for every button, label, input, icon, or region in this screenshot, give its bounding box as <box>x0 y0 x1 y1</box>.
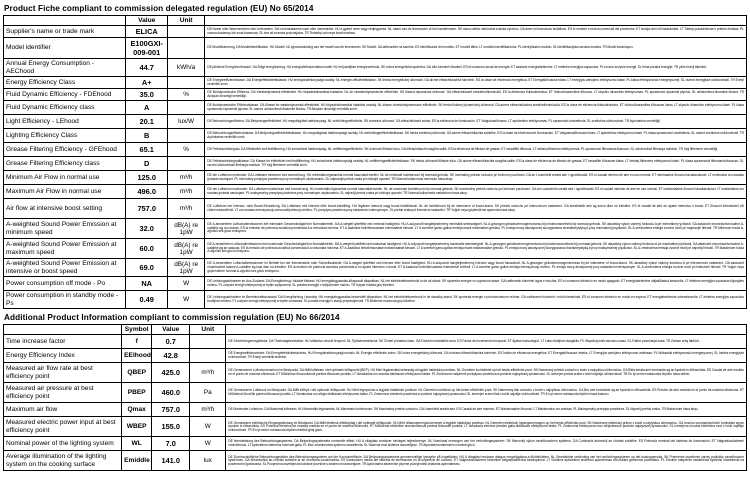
row-notes: DE Energieeffizienzklasse. DA Energieffektivitetsklasse. HU energiahatékonysági osztály. NL energie-efficiëntieklasse. SK trieda energetickej účinnosti. GA aicme éifeachtúlachta fuinnimh. ES la clase de eficiencia energética. ET Energiatõhususe klass. LT energijos vartojimo efektyvumo klasė. PL klasa efektywności energetycznej. SL razred energijske učinkovitosti. TR Enerji verimlilik sınıfı. <box>205 77 747 89</box>
row-value: 460.0 <box>152 383 190 403</box>
table-row <box>4 171 747 185</box>
table-row <box>4 143 747 157</box>
row-notes: DE A-bewerteten Luftschallemissionen im Betrieb bei der Intensivstufe oder Schnelllaufstufe. DA A-vægtet lydeffekt ved intensiv eller boost hastighed. HU A-súlyozott hangteljesítmény intenzív vagy boost fokozatnál. NL A-gewogen geluidsvermogensniveau bij de intensieve of boost-stand. SK akustický výkon vážený funkciou A pri intenzívnom nastavení. GA astaíocht chumhachta fuaime A-ualaithe ag luas dian nó treisithe. ES la emisión de potencia acústica ponderada A en ajuste intensivo o boost. ET A-kaalutud helivõimsustase intensiivsel režiimil. LT A svertinė garso galios emisija intensyviuoju režimu. PL emisja mocy akustycznej przy ustawieniu intensywnym. SL A-vrednotena emisija zvočne moči pri intenzivni hitrosti. TR Yoğun veya güçlendirme hızında A-ağırlıklı ses gücü emisyonu. <box>205 259 747 277</box>
row-value: 0.7 <box>152 335 190 349</box>
row-value: 0.49 <box>126 291 168 309</box>
row-label: A-weighted Sound Power Emission at intensive or boost speed <box>4 259 126 277</box>
row-unit: dB(A) re 1pW <box>167 219 204 239</box>
row-symbol: EEIhood <box>122 349 152 363</box>
row-label: Lighting Efficiency Class <box>4 129 126 143</box>
row-unit: m³/h <box>167 171 204 185</box>
row-unit: W <box>190 437 226 451</box>
table-row <box>4 239 747 259</box>
row-label: Annual Energy Consumption - AEChood <box>4 59 126 77</box>
row-value: ELICA <box>126 26 168 38</box>
row-unit <box>167 77 204 89</box>
row-notes: DE Fettabscheidegrad. DA Effektivitet ved fedtfiltrering. HU zsírszűrési hatékonyság. NL vetfilteringsefficiëntie. SK účinnosť filtrácie tuku. GA éifeachtúlacht scagtha saille. ES la eficiencia de filtrado de grasas. ET rasvafiltri tõhusus. LT riebalų filtravimo efektyvumas. PL sprawność filtrowania tłuszczu. SL učinkovitost filtriranja maščob. TR Yağ filtreleme verimliliği. <box>205 143 747 157</box>
row-unit <box>167 101 204 115</box>
row-label: Measured air flow rate at best efficiency point <box>4 363 122 383</box>
table-row <box>4 219 747 239</box>
table-row <box>4 59 747 77</box>
row-label: A-weighted Sound Power Emission at minimum speed <box>4 219 126 239</box>
row-unit: lux <box>190 451 226 471</box>
row-value: 42.8 <box>152 349 190 363</box>
row-label: Fluid Dynamic Efficiency - FDEhood <box>4 89 126 101</box>
page-title-2: Additional Product Information compliant to commission regulation (EU) No 66/2014 <box>4 313 340 323</box>
column-header-value: Value <box>126 16 168 26</box>
row-notes: DE Leistungsaufnahme im Aus-Zustand. DA Energiforbrug i slukket tilstand. HU energiafogyasztás kikapcsolt állapotban. NL het elektriciteitsverbruik in de uit-stand. SK spotreba energie vo vypnutom stave. GA caitheamh fuinnimh agus é múchta. ES el consumo eléctrico en modo apagado. ET energiatarbimine väljalülitatud seisundis. LT elektros energijos sąnaudos išjungties režimu. PL zużycie energii elektrycznej w trybie wyłączenia. SL poraba energije v izključenem načinu. TR Kapalı modda güç tüketimi. <box>205 277 747 291</box>
column-header-value-2: Value <box>152 325 190 335</box>
row-label: Time increase factor <box>4 335 122 349</box>
row-unit: kWh/a <box>167 59 204 77</box>
table-row <box>4 417 747 437</box>
row-value: 757.0 <box>152 403 190 417</box>
row-notes: DE Beleuchtungseffizienz. DA Belysningseffektivitet. HU megvilágítási hatékonyság. NL verlichtingsefficiëntie. SK svetelná účinnosť. GA éifeachtúlacht solais. ES la eficiencia de iluminación. ET Valgustustõhusus. LT apšvietimo efektyvumas. PL sprawność oświetlenia. SL svetlobna učinkovitost. TR Aydınlatma verimliliği. <box>205 115 747 129</box>
row-label: Measured electric power input at best efficiency point <box>4 417 122 437</box>
row-value: 65.1 <box>126 143 168 157</box>
row-value: 44.7 <box>126 59 168 77</box>
row-unit: m³/h <box>190 363 226 383</box>
row-label: Energy Efficiency Class <box>4 77 126 89</box>
row-notes: DE Durchschnittliche Beleuchtungsstärke des Beleuchtungssystems auf der Kochoberfläche. DA Belysningssystemets gennemsnitlige lysstyrke på kogefladen. HU A világítási rendszer átlagos megvilágítása a főzőfelületen. NL Gemiddelde verlichting van het verlichtingssysteem op het kookoppervlak. SK Priemerné osvetlenie varnej podložky osvetľovacím systémom. GA Meánsoilsiú an chórais soilsithe ar an dromchla cócaireachta. ES Iluminación media del sistema de iluminación en la superficie de cocción. ET Valgustussüsteemi keskmine valgustustihedus keedupinnal. LT Vidutinis apšvietimo sistemos apšvietimas ant maisto gaminimo paviršiaus. PL Średnie natężenie oświetlenia systemu oświetlenia na powierzchni gotowania. SL Povprečna osvetljenost kuhalne površine s sistemom razsvetljave. TR Aydınlatma sisteminin pişirme yüzeyindeki ortalama aydınlatması. <box>226 451 747 471</box>
table-header-row <box>4 16 747 26</box>
row-value: 7.0 <box>152 437 190 451</box>
row-notes: DE Fettabscheidegradklasse. DA Klasse for effektivitet ved fedtfiltrering. HU zsírszűrési hatékonysági osztály. NL vetfilteringsefficiëntieklasse. SK trieda účinnosti filtrácie tuku. GA aicme éifeachtúlachta scagtha saille. ES la clase de eficiencia de filtrado de grasas. ET rasvafiltri tõhususe klass. LT riebalų filtravimo efektyvumo klasė. PL klasa sprawności filtrowania tłuszczu. SL razred učinkovitosti filtriranja maščob. TR Yağ filtreleme verimlilik sınıfı. <box>205 157 747 171</box>
row-label: Power consumption in standby mode - Ps <box>4 291 126 309</box>
row-value: E100GXI-009-001 <box>126 38 168 59</box>
row-notes: DE Leistungsaufnahme im Bereitschaftszustand. DA Energiforbrug i standby. HU energiafogyasztás készenléti állapotban. NL het elektriciteitsverbruik in de standby-stand. SK spotreba energie v pohotovostnom režime. GA caitheamh fuinnimh i mód fuireachais. ES el consumo eléctrico en modo en espera. ET energiatarbimine ooteseisundis. LT elektros energijos sąnaudos budėjimo režimu. PL zużycie energii elektrycznej w trybie czuwania. SL poraba energije v stanju pripravljenosti. TR Bekleme modunda güç tüketimi. <box>205 291 747 309</box>
row-label: Average illumination of the lighting system on the cooking surface <box>4 451 122 471</box>
row-notes: DE Maximaler Luftstrom. DA Maksimal luftstrøm. HU Maximális légáramlás. NL Maximale luchtstroom. SK Maximálny prietok vzduchu. GA Uasmhéid sreafa aeir. ES Caudal de aire máximo. ET Maksimaalne õhuvool. LT Maksimalus oro srautas. PL Maksymalny przepływ powietrza. SL Največji pretok zraka. TR Maksimum hava akışı. <box>226 403 747 417</box>
row-unit: lux/W <box>167 115 204 129</box>
row-unit <box>167 38 204 59</box>
row-notes: DE fluiddynamische Effizienz. DA Væskedynamisk effektivitet. HU folyadékdinamikai hatásfok. NL de vloeistofdynamische efficiëntie. SK fluidná dynamická účinnosť. GA éifeachtúlacht shreabhdhinimiciúil. ES la eficiencia fluidodinámica. ET hüdrodünaamiline tõhusus. LT skysčio dinaminis efektyvumas. PL sprawność dynamiki płynów. SL učinkovitost dinamike fluidov. TR Akışkan dinamiği verimliliği. <box>205 89 747 101</box>
row-value: 60.0 <box>126 239 168 259</box>
row-notes: DE Nennleistung des Beleuchtungssystems. DA Belysningssystemets nominelle effekt. HU A világítási rendszer névleges teljesítménye. NL Nominaal vermogen van het verlichtingssysteem. SK Menovitý výkon osvetľovacieho systému. GA Cumhacht ainmniúil an chórais soilsithe. ES Potencia nominal del sistema de iluminación. ET Valgustussüsteemi nimivõimsus. LT Apšvietimo sistemos nominali galia. PL Moc znamionowa systemu oświetlenia. SL Nazivna moč sistema razsvetljave. TR Aydınlatma sisteminin nominal gücü. <box>226 437 747 451</box>
row-symbol: f <box>122 335 152 349</box>
page-title-1: Product Fiche compliant to commission delegated regulation (EU) No 65/2014 <box>4 4 314 13</box>
row-value: 496.0 <box>126 185 168 199</box>
row-unit: m³/h <box>190 403 226 417</box>
row-notes: DE Beleuchtungseffizienzklasse. DA Belysningseffektivitetsklasse. HU megvilágítási hatékonysági osztály. NL verlichtingsefficiëntieklasse. SK trieda svetelnej účinnosti. GA aicme éifeachtúlachta soilsithe. ES la clase de eficiencia de iluminación. ET Valgustustõhususe klass. LT apšvietimo efektyvumo klasė. PL klasa sprawności oświetlenia. SL razred svetlobne učinkovitosti. TR Aydınlatma verimlilik sınıfı. <box>205 129 747 143</box>
row-notes: DE der Luftstrom maximaler. DA Luftstrøm maksimum ved normal brug. HU maximális légáramlás normál használat esetén. NL de maximale luchtstroom bij normaal gebruik. SK maximálny prietok vzduchu pri bežnom používaní. GA an t-uasmhéid sreafa aeir i ngnáthúsáid. ES el caudal máximo de aire en uso normal. ET maksimaalne õhuvool tavakasutusel. LT maksimalus oro srautas įprastai naudojant. PL maksymalny przepływ powietrza przy normalnym użytkowaniu. SL največji pretok zraka pri običajni uporabi. TR Normal kullanımda maksimum hava akışı. <box>205 185 747 199</box>
row-label: Model identifier <box>4 38 126 59</box>
row-unit: dB(A) re 1pW <box>167 259 204 277</box>
row-label: Supplier's name or trade mark <box>4 26 126 38</box>
row-notes: DE Modellkennung. DA Modelidentifikation. HU Modell. NL typeaanduiding van het model van de leverancier. SK Model. GA aitheantóir na samhla. ES identificador del modelo. ET mudeli tähis. LT modelio identifikatorius. PL identyfikator modelu. SL identifikacijska oznaka modela. TR Model tanımlayıcı. <box>205 38 747 59</box>
row-value: 141.0 <box>152 451 190 471</box>
table-body-2 <box>4 335 747 471</box>
row-symbol: QBEP <box>122 363 152 383</box>
table-row <box>4 335 747 349</box>
table-body-1 <box>4 26 747 309</box>
row-symbol: WBEP <box>122 417 152 437</box>
row-notes: DE Gemessene elektrische Eingangsleistung im Bestpunkt. DA Målt elektrisk effektoptag i det optimale driftspunkt. HU Mért villamosenergia-bemenet a legjobb hatásfokú pontban. NL Gemeten elektrisch ingangsvermogen op het beste-efficiëntie-punt. SK Nameraný elektrický príkon v bode s najvyššou účinnosťou. GA Ionchur cumhachta leictrí tomhaiste ag an bpointe is éifeachtúla. ES Potencia eléctrica de entrada medida en el punto de máxima eficiencia. ET Mõõdetud elektriline sisendvõimsus parima tõhususe punktis. LT Išmatuota elektros įvesties galia didžiausio efektyvumo taške. PL Zmierzona elektryczna moc wejściowa w punkcie najwyższej sprawności. SL Izmerjena vhodna električna moč v točki najvišje učinkovitosti. TR En iyi verim noktasında ölçülen elektrik giriş gücü. <box>226 417 747 437</box>
row-value: 32.0 <box>126 219 168 239</box>
row-unit: % <box>167 143 204 157</box>
row-value: 125.0 <box>126 171 168 185</box>
row-unit <box>167 26 204 38</box>
row-unit <box>167 157 204 171</box>
row-notes: DE fluiddynamische Effizienzklasse. DA Klasse for væskedynamisk effektivitet. HU folyadékdinamikai hatásfok osztály. NL klasse vloeistofdynamische efficiëntie. SK trieda fluidnej dynamickej účinnosti. GA aicme éifeachtúlachta sreabhdhinimiciúla. ES la clase de eficiencia fluidodinámica. ET hüdrodünaamilise tõhususe klass. LT skysčio dinaminio efektyvumo klasė. PL klasa sprawności dynamiki płynów. SL razred učinkovitosti dinamike fluidov. TR Akışkan dinamiği verimlilik sınıfı. <box>205 101 747 115</box>
row-notes: DE jährliche Energieverbrauch. DA Årligt energiforbrug. HU energiafelhasználási modell. NL het jaarlijkse energieverbruik. SK ročná energetická spotreba. GA ídiú fuinnimh bliantúil. ES el consumo anual de energía. ET aastane energiatarbimine. LT metinės energijos sąnaudos. PL roczne zużycie energii. SL letna poraba energije. TR yıllık enerji tüketimi. <box>205 59 747 77</box>
table-row <box>4 115 747 129</box>
row-label: Air flow at intensive boost setting <box>4 199 126 219</box>
table-row <box>4 157 747 171</box>
row-value: 155.0 <box>152 417 190 437</box>
row-symbol: WL <box>122 437 152 451</box>
row-value: A <box>126 101 168 115</box>
row-label: Energy Efficiency Index <box>4 349 122 363</box>
table-row <box>4 129 747 143</box>
row-label: Nominal power of the lighting system <box>4 437 122 451</box>
column-header-unit: Unit <box>167 16 204 26</box>
row-notes: DE der Luftstrom minimaler. DA Luftstrøm minimum ved normal brug. HU minimális légáramlás normál használat esetén. NL de minimale luchtstroom bij normaal gebruik. SK minimálny prietok vzduchu pri bežnom používaní. GA an t-íosmhéid sreafa aeir i ngnáthúsáid. ES el caudal mínimo de aire en uso normal. ET minimaalne õhuvool tavakasutusel. LT minimalus oro srautas įprastai naudojant. PL minimalny przepływ powietrza przy normalnym użytkowaniu. SL najmanjši pretok zraka pri običajni uporabi. TR Normal kullanımda minimum hava akışı. <box>205 171 747 185</box>
table-row <box>4 259 747 277</box>
row-value: 20.1 <box>126 115 168 129</box>
column-header-notes <box>205 16 747 26</box>
row-value: NA <box>126 277 168 291</box>
row-notes: DE A-bewerteten Luftschallemissionen bei maximaler Geschwindigkeit im Normalbetrieb. DA A-vægtet lydeffekt ved maksimal hastighed. HU A-súlyozott hangteljesítmény maximális sebességnél. NL A-gewogen geluidsvermogensniveau bij maximumsnelheid bij normaal gebruik. SK akustický výkon vážený funkciou A pri maximálnej rýchlosti. GA astaíocht chumhachta fuaime A-ualaithe ag an uasluas. ES la emisión de potencia acústica ponderada A a velocidad máxima. ET A-kaalutud helivõimsustase maksimaalsel kiirusel. LT A svertinė garso galios emisija esant maksimaliam greičiui. PL emisja mocy akustycznej skorygowana charakterystyką A przy maksymalnej prędkości. SL A-vrednotena emisija zvočne moči pri največji hitrosti. TR Maksimum hızda A-ağırlıklı ses gücü emisyonu. <box>205 239 747 259</box>
row-symbol: PBEP <box>122 383 152 403</box>
row-label: Maximum Air Flow in normal use <box>4 185 126 199</box>
row-unit: Pa <box>190 383 226 403</box>
row-unit <box>190 349 226 363</box>
row-label: A-weighted Sound Power Emission at maximum speed <box>4 239 126 259</box>
row-value: 757.0 <box>126 199 168 219</box>
row-value: 425.0 <box>152 363 190 383</box>
table-row <box>4 383 747 403</box>
row-unit: m³/h <box>167 185 204 199</box>
row-value: 35.0 <box>126 89 168 101</box>
table-row <box>4 89 747 101</box>
column-header-blank <box>4 16 126 26</box>
row-notes: DE Name oder Warenzeichen des Lieferanten. DA Leverandørens navn eller varemærke. HU a gyártó neve vagy védjegyzése. NL naam van de leverancier of het handelsmerk. SK názov alebo obchodná značka výrobcu. GA ainm nó branda an tsoláthraí. ES el nombre o marca comercial del proveedor. ET tarnija nimi või kaubamärk. LT Tiekėjo pavadinimas ir prekės ženklas. PL nazwa dostawcy lub znak towarowy. SL ime ali znamka proizvajalca. TR Tedarikçi adı veya ticari markası. <box>205 26 747 38</box>
table-row <box>4 101 747 115</box>
table-row <box>4 437 747 451</box>
table-row <box>4 451 747 471</box>
row-label: Maximum air flow <box>4 403 122 417</box>
row-notes: DE Gemessener Luftvolumenstrom im Bestpunkt. DA Målt luftstrøm i det optimale driftspunkt (BEP). HU Mért légáramlási sebesség a legjobb hatásfokú pontban. NL Gemeten luchtdebiet op het beste-efficiëntie-punt. SK Nameraný prietok vzduchu v bode s najvyššou účinnosťou. GA Ráta sreafa aeir tomhaiste ag an bpointe is éifeachtúla. ES Caudal de aire medido en el punto de máxima eficiencia. ET Mõõdetud õhuvooluhulk parima tõhususe punktis. LT Išmatuotas oro srautas didžiausio efektyvumo taške. PL Zmierzone natężenie przepływu powietrza w punkcie najwyższej sprawności. SL Izmerjen pretok zraka v točki najvišje učinkovitosti. TR En iyi verim noktasında ölçülen hava debisi. <box>226 363 747 383</box>
row-notes: DE Luftstrom bei Intensiv- oder Boost-Einstellung. DA Luftstrøm ved intensiv eller boost-indstilling. HU légáram intenzív vagy boost beállításnál. NL de luchtstroom bij de intensieve of boost-stand. SK prietok vzduchu pri intenzívnom nastavení. GA sreabhadh aeir ag socrú dian nó treisithe. ES el caudal de aire en ajuste intensivo o boost. ET õhuvool intensiivsel või võimendusrežiimil. LT oro srautas intensyviuoju arba sustiprintuoju režimu. PL przepływ powietrza przy ustawieniu intensywnym. SL pretok zraka pri intenzivni nastavitvi. TR Yoğun veya güçlendirme ayarında hava akışı. <box>205 199 747 219</box>
row-notes: DE Energieeffizienzindex. DA Energieffektivitetsindeks. HU Energiahatékonysági mutató. NL Energie-efficiëntie-index. SK Index energetickej účinnosti. GA Innéacs éifeachtúlachta fuinnimh. ES Índice de eficiencia energética. ET Energiatõhususe indeks. LT Energijos vartojimo efektyvumo indeksas. PL Wskaźnik efektywności energetycznej. SL Indeks energijske učinkovitosti. TR Enerji verimlilik endeksi. <box>226 349 747 363</box>
table-header-row-2 <box>4 325 747 335</box>
column-header-blank-2 <box>4 325 122 335</box>
row-unit: dB(A) re 1pW <box>167 239 204 259</box>
row-label: Minimum Air Flow in normal use <box>4 171 126 185</box>
row-label: Fluid Dynamic Efficiency class <box>4 101 126 115</box>
column-header-notes-2 <box>226 325 747 335</box>
row-value: B <box>126 129 168 143</box>
row-unit <box>167 129 204 143</box>
table-row <box>4 277 747 291</box>
table-row <box>4 349 747 363</box>
table-row <box>4 77 747 89</box>
table-row <box>4 26 747 38</box>
row-label: Grease Filtering Efficiency class <box>4 157 126 171</box>
table-row <box>4 185 747 199</box>
row-unit: m³/h <box>167 199 204 219</box>
table-row <box>4 291 747 309</box>
row-unit: W <box>167 277 204 291</box>
table-row <box>4 199 747 219</box>
table-row <box>4 363 747 383</box>
column-header-symbol: Symbol <box>122 325 152 335</box>
row-notes: DE Zeitverlängerungsfaktor. DA Tidsforøgelsesfaktor. HU időfaktor-növelő tényező. NL Tijdtoenamefactor. SK Činiteľ prírastku času. GA Fachtóir méadaithe ama. ES Factor de incremento temporal. ET Ajalise kasvuteguri. LT Laiko didėjimo daugiklis. PL Współczynnik wzrostu czasu. SL Faktor povečanja časa. TR Zaman artış faktörü. <box>226 335 747 349</box>
table-row <box>4 403 747 417</box>
row-unit: W <box>190 417 226 437</box>
row-notes: DE A-bewerteten Luftschallemissionen bei minimaler Geschwindigkeit im Normalbetrieb. DA A-vægtet lydeffekt ved minimal hastighed. HU A-súlyozott hangteljesítmény minimális sebességnél. NL A-gewogen geluidsvermogensniveau bij minimumsnelheid bij normaal gebruik. SK akustický výkon vážený funkciou A pri minimálnej rýchlosti. GA astaíocht chumhachta fuaime A-ualaithe ag an íosluas. ES la emisión de potencia acústica ponderada A a velocidad mínima. ET A-kaalutud helivõimsustase minimaalsel kiirusel. LT A svertinė garso galios emisija esant minimaliam greičiui. PL emisja mocy akustycznej skorygowana charakterystyką A przy minimalnej prędkości. SL A-vrednotena emisija zvočne moči pri najmanjši hitrosti. TR Minimum hızda A-ağırlıklı ses gücü emisyonu. <box>205 219 747 239</box>
column-header-unit-2: Unit <box>190 325 226 335</box>
row-label: Grease Filtering Efficiency - GFEhood <box>4 143 126 157</box>
table-row <box>4 38 747 59</box>
row-unit <box>190 335 226 349</box>
row-unit: % <box>167 89 204 101</box>
row-label: Light Efficiency - LEhood <box>4 115 126 129</box>
row-value: 69.0 <box>126 259 168 277</box>
row-symbol: Qmax <box>122 403 152 417</box>
row-label: Measured air pressure at best efficiency point <box>4 383 122 403</box>
row-value: A+ <box>126 77 168 89</box>
additional-info-table <box>3 324 747 471</box>
product-fiche-table <box>3 15 747 309</box>
row-unit: W <box>167 291 204 309</box>
row-notes: DE Gemessener Luftdruck im Bestpunkt. DA Målt lufttryk i det optimale driftspunkt. HU Mért légnyomás a legjobb hatásfokú pontban. NL Gemeten luchtdruk op het beste-efficiëntie-punt. SK Nameraný tlak vzduchu v bode s najvyššou účinnosťou. GA Brú aeir tomhaiste ag an bpointe is éifeachtúla. ES Presión de aire medida en el punto de máxima eficiencia. ET Mõõdetud õhurõhk parima tõhususe punktis. LT Išmatuotas oro slėgis didžiausio efektyvumo taške. PL Zmierzone ciśnienie powietrza w punkcie najwyższej sprawności. SL Izmerjen zračni tlak v točki najvišje učinkovitosti. TR En iyi verim noktasında ölçülen hava basıncı. <box>226 383 747 403</box>
row-symbol: Emiddle <box>122 451 152 471</box>
row-label: Power consumption off mode - Po <box>4 277 126 291</box>
row-value: D <box>126 157 168 171</box>
